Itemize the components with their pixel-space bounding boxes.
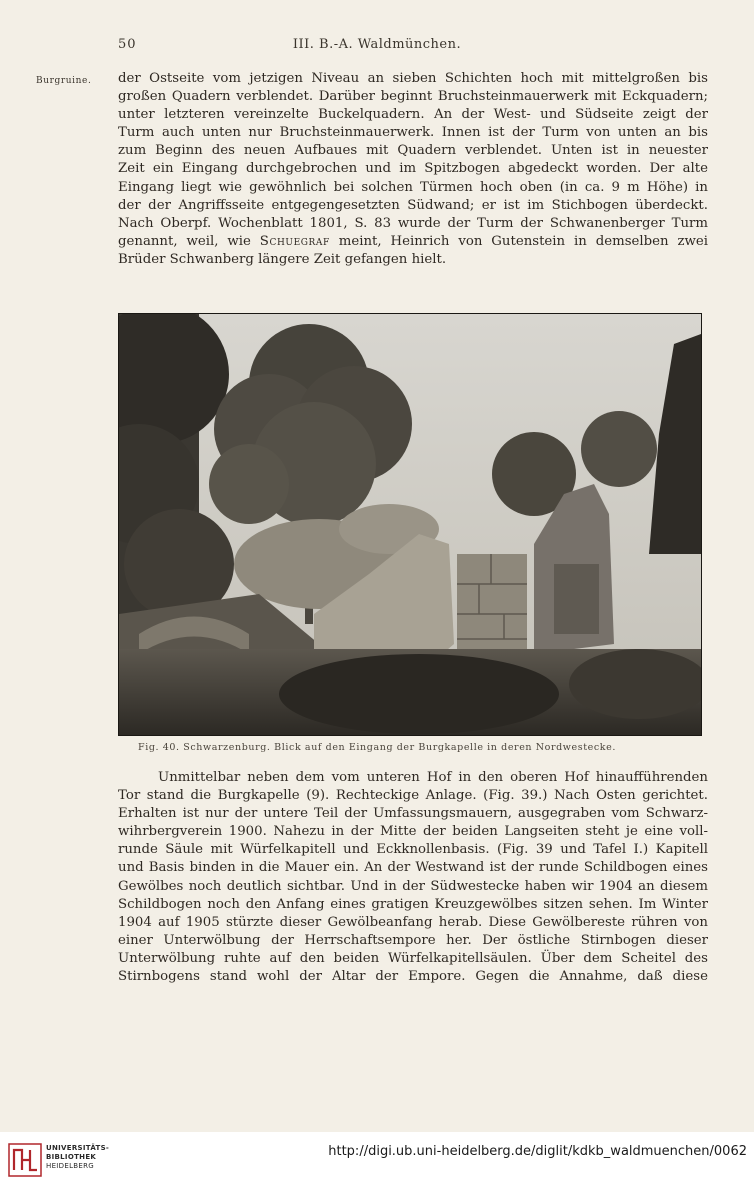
text-line: Brüder Schwanberg längere Zeit gefangen hielt. xyxy=(118,251,447,267)
margin-note: Burgruine. xyxy=(36,76,92,86)
paragraph-2 xyxy=(118,769,708,986)
text-line: wihrbergverein 1900. Nahezu in der Mitte der beiden Langseiten steht je eine voll- xyxy=(118,824,708,840)
text-line: Nach Oberpf. Wochenblatt 1801, S. 83 wurde der Turm der Schwanenberger Turm xyxy=(118,215,708,231)
text-line: Stirnbogens stand wohl der Altar der Empore. Gegen die Annahme, daß diese xyxy=(118,969,708,985)
text-line: Eingang liegt wie gewöhnlich bei solchen Türmen hoch oben (in ca. 9 m Höhe) in xyxy=(118,179,708,195)
library-name-line: BIBLIOTHEK xyxy=(46,1153,97,1161)
foreground-bushes xyxy=(279,654,559,734)
digitization-footer xyxy=(0,1132,754,1188)
library-name-line: HEIDELBERG xyxy=(46,1162,94,1170)
paragraph-1 xyxy=(118,70,708,269)
page-number: 50 xyxy=(118,37,137,52)
text-line: der der Angriffsseite entgegengesetzten Südwand; er ist im Stichbogen überdeckt. xyxy=(118,197,708,213)
text-line: runde Säule mit Würfelkapitell und Eckknollenbasis. (Fig. 39 und Tafel I.) Kapitell xyxy=(118,842,708,858)
figure-caption: Fig. 40. Schwarzenburg. Blick auf den Eingang der Burgkapelle in deren Nordwestecke. xyxy=(138,742,616,753)
text-line: großen Quadern verblendet. Darüber beginnt Bruchsteinmauerwerk mit Eckquadern; xyxy=(118,89,708,105)
text-fragment: meint, Heinrich von Gutenstein in demselben zwei xyxy=(338,233,708,249)
text-line: einer Unterwölbung der Herrschaftsempore her. Der östliche Stirnbogen dieser xyxy=(118,932,708,948)
ruin-photograph xyxy=(119,314,701,735)
text-line: Unterwölbung ruhte auf den beiden Würfelkapitellsäulen. Über dem Scheitel des xyxy=(118,950,708,966)
library-name xyxy=(46,1144,109,1171)
text-line: Unmittelbar neben dem vom unteren Hof in den oberen Hof hinaufführenden xyxy=(158,770,708,785)
text-line: Turm auch unten nur Bruchsteinmauerwerk. Innen ist der Turm von unten an bis xyxy=(118,125,708,141)
text-line: zum Beginn des neuen Aufbaues mit Quadern verblendet. Unten ist in neuester xyxy=(118,143,708,159)
text-line: Tor stand die Burgkapelle (9). Rechteckige Anlage. (Fig. 39.) Nach Osten gerichtet. xyxy=(118,788,708,804)
library-name-line: UNIVERSITÄTS- xyxy=(46,1144,110,1152)
text-line: Gewölbes noch deutlich sichtbar. Und in der Südwestecke haben wir 1904 an diesem xyxy=(118,878,708,894)
text-line: Erhalten ist nur der untere Teil der Umfassungsmauern, ausgegraben vom Schwarz- xyxy=(118,806,708,822)
text-line: 1904 auf 1905 stürzte dieser Gewölbeanfang herab. Diese Gewölbereste rühren von xyxy=(118,914,708,930)
text-line: unter letzteren vereinzelte Buckelquadern. An der West- und Südseite zeigt der xyxy=(118,107,708,123)
library-logo-icon xyxy=(8,1140,42,1180)
source-url-link[interactable]: http://digi.ub.uni-heidelberg.de/diglit/kdkb_waldmuenchen/0062 xyxy=(328,1144,747,1159)
running-head xyxy=(0,37,754,57)
text-line: und Basis binden in die Mauer ein. An der Westwand ist der runde Schildbogen eines xyxy=(118,860,708,876)
text-line: Zeit ein Eingang durchgebrochen und im Spitzbogen abgedeckt worden. Der alte xyxy=(118,161,708,177)
author-name: Schuegraf xyxy=(259,233,330,249)
text-fragment: genannt, weil, wie xyxy=(118,233,251,249)
figure-photo xyxy=(118,313,702,736)
text-line xyxy=(118,233,708,251)
running-title: III. B.-A. Waldmünchen. xyxy=(292,37,462,52)
text-line: der Ostseite vom jetzigen Niveau an sieben Schichten hoch mit mittelgroßen bis xyxy=(118,71,708,86)
text-line: Schildbogen noch den Anfang eines gratigen Kreuzgewölbes sitzen sehen. Im Winter xyxy=(118,896,708,912)
